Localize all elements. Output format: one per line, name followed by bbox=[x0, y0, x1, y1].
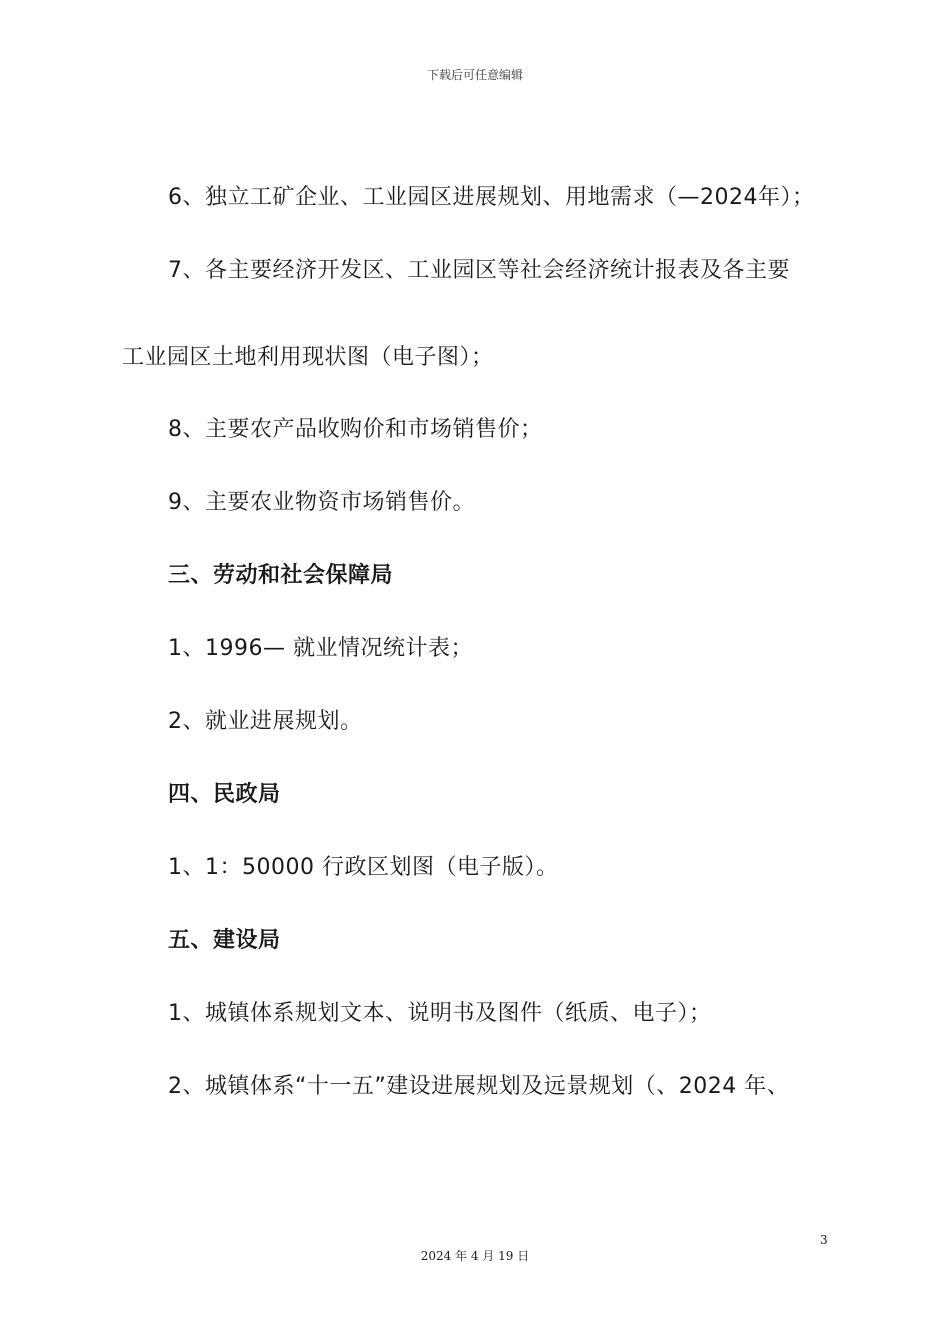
item-6-line: 6、独立工矿企业、工业园区进展规划、用地需求（—2024年）； bbox=[168, 185, 815, 210]
labor-item-2-line: 2、就业进展规划。 bbox=[168, 709, 363, 734]
section-heading-civil-affairs: 四、民政局 bbox=[168, 782, 281, 807]
construction-item-2-line: 2、城镇体系“十一五”建设进展规划及远景规划（、2024 年、 bbox=[168, 1074, 790, 1099]
section-heading-labor: 三、劳动和社会保障局 bbox=[168, 563, 394, 588]
item-7-line: 7、各主要经济开发区、工业园区等社会经济统计报表及各主要 bbox=[168, 258, 790, 283]
page-header: 下载后可任意编辑 bbox=[426, 68, 523, 82]
item-7-continuation-line: 工业园区土地利用现状图（电子图）； bbox=[122, 345, 494, 370]
civil-affairs-item-1-line: 1、1：50000 行政区划图（电子版）。 bbox=[168, 855, 559, 880]
construction-item-1-line: 1、城镇体系规划文本、说明书及图件（纸质、电子）； bbox=[168, 1001, 712, 1026]
item-8-line: 8、主要农产品收购价和市场销售价； bbox=[168, 417, 543, 442]
labor-item-1-line: 1、1996— 就业情况统计表； bbox=[168, 636, 473, 661]
section-heading-construction: 五、建设局 bbox=[168, 928, 281, 953]
item-9-line: 9、主要农业物资市场销售价。 bbox=[168, 490, 475, 515]
page-number: 3 bbox=[820, 1233, 828, 1247]
page-footer-date: 2024 年 4 月 19 日 bbox=[420, 1249, 530, 1263]
